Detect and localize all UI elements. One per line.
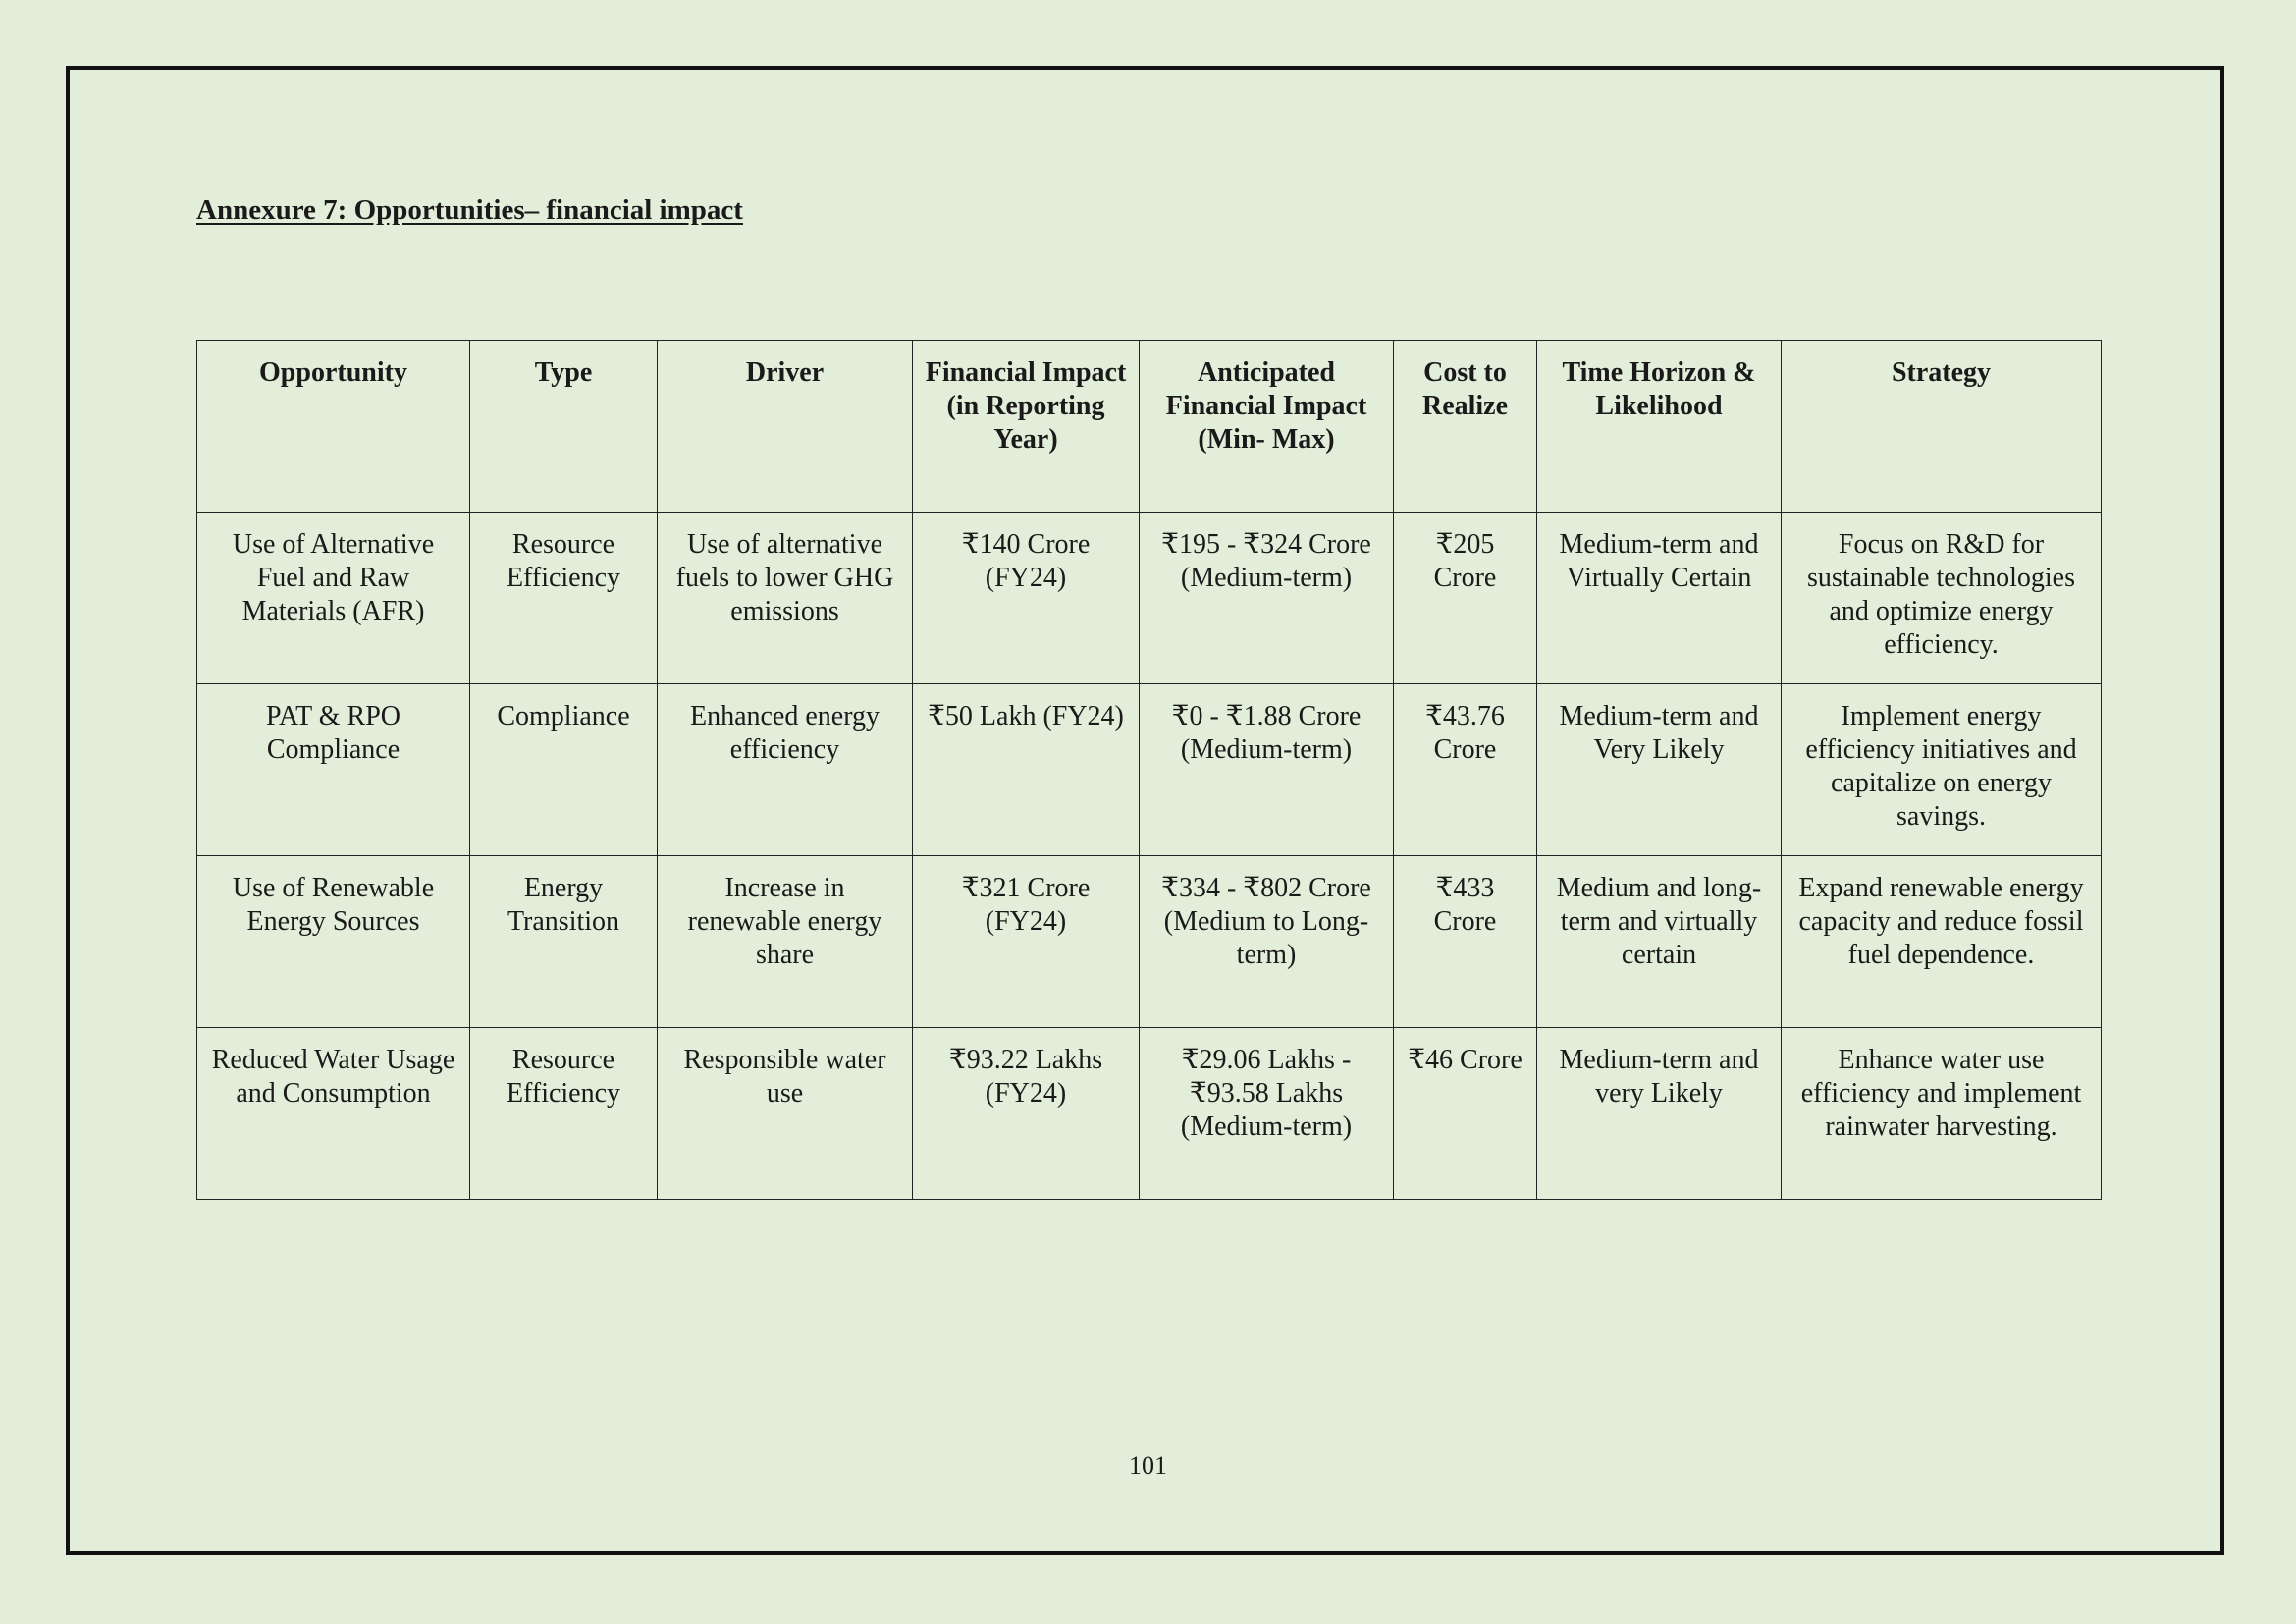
table-row <box>197 1028 2102 1200</box>
cell-strategy: Enhance water use efficiency and implement rainwater harvesting. <box>1782 1028 2102 1200</box>
table-header-row <box>197 341 2102 513</box>
header-cost: Cost to Realize <box>1394 341 1537 513</box>
cell-time-horizon: Medium-term and Virtually Certain <box>1537 513 1782 684</box>
cell-anticipated-impact: ₹29.06 Lakhs - ₹93.58 Lakhs (Medium-term) <box>1140 1028 1394 1200</box>
cell-strategy: Implement energy efficiency initiatives and capitalize on energy savings. <box>1782 684 2102 856</box>
header-financial-impact: Financial Impact (in Reporting Year) <box>913 341 1140 513</box>
cell-driver: Use of alternative fuels to lower GHG emissions <box>658 513 913 684</box>
cell-cost: ₹43.76 Crore <box>1394 684 1537 856</box>
cell-financial-impact: ₹93.22 Lakhs (FY24) <box>913 1028 1140 1200</box>
cell-type: Resource Efficiency <box>470 1028 658 1200</box>
cell-strategy: Expand renewable energy capacity and reduce fossil fuel dependence. <box>1782 856 2102 1028</box>
cell-driver: Increase in renewable energy share <box>658 856 913 1028</box>
cell-type: Compliance <box>470 684 658 856</box>
page-number: 101 <box>1129 1451 1167 1480</box>
cell-cost: ₹205 Crore <box>1394 513 1537 684</box>
cell-cost: ₹433 Crore <box>1394 856 1537 1028</box>
cell-financial-impact: ₹50 Lakh (FY24) <box>913 684 1140 856</box>
cell-anticipated-impact: ₹334 - ₹802 Crore (Medium to Long-term) <box>1140 856 1394 1028</box>
cell-type: Resource Efficiency <box>470 513 658 684</box>
header-time-horizon: Time Horizon & Likelihood <box>1537 341 1782 513</box>
opportunities-table <box>196 340 2102 1200</box>
cell-financial-impact: ₹140 Crore (FY24) <box>913 513 1140 684</box>
page-title: Annexure 7: Opportunities– financial impact <box>196 194 743 226</box>
cell-time-horizon: Medium-term and very Likely <box>1537 1028 1782 1200</box>
header-anticipated-impact: Anticipated Financial Impact (Min- Max) <box>1140 341 1394 513</box>
cell-opportunity: Reduced Water Usage and Consumption <box>197 1028 470 1200</box>
cell-opportunity: PAT & RPO Compliance <box>197 684 470 856</box>
cell-opportunity: Use of Renewable Energy Sources <box>197 856 470 1028</box>
cell-driver: Enhanced energy efficiency <box>658 684 913 856</box>
table-row <box>197 684 2102 856</box>
header-opportunity: Opportunity <box>197 341 470 513</box>
cell-type: Energy Transition <box>470 856 658 1028</box>
header-driver: Driver <box>658 341 913 513</box>
table-row <box>197 513 2102 684</box>
cell-time-horizon: Medium and long-term and virtually certain <box>1537 856 1782 1028</box>
header-type: Type <box>470 341 658 513</box>
cell-financial-impact: ₹321 Crore (FY24) <box>913 856 1140 1028</box>
table-row <box>197 856 2102 1028</box>
cell-cost: ₹46 Crore <box>1394 1028 1537 1200</box>
cell-strategy: Focus on R&D for sustainable technologies and optimize energy efficiency. <box>1782 513 2102 684</box>
cell-time-horizon: Medium-term and Very Likely <box>1537 684 1782 856</box>
cell-driver: Responsible water use <box>658 1028 913 1200</box>
cell-opportunity: Use of Alternative Fuel and Raw Materials (AFR) <box>197 513 470 684</box>
header-strategy: Strategy <box>1782 341 2102 513</box>
cell-anticipated-impact: ₹195 - ₹324 Crore (Medium-term) <box>1140 513 1394 684</box>
cell-anticipated-impact: ₹0 - ₹1.88 Crore (Medium-term) <box>1140 684 1394 856</box>
